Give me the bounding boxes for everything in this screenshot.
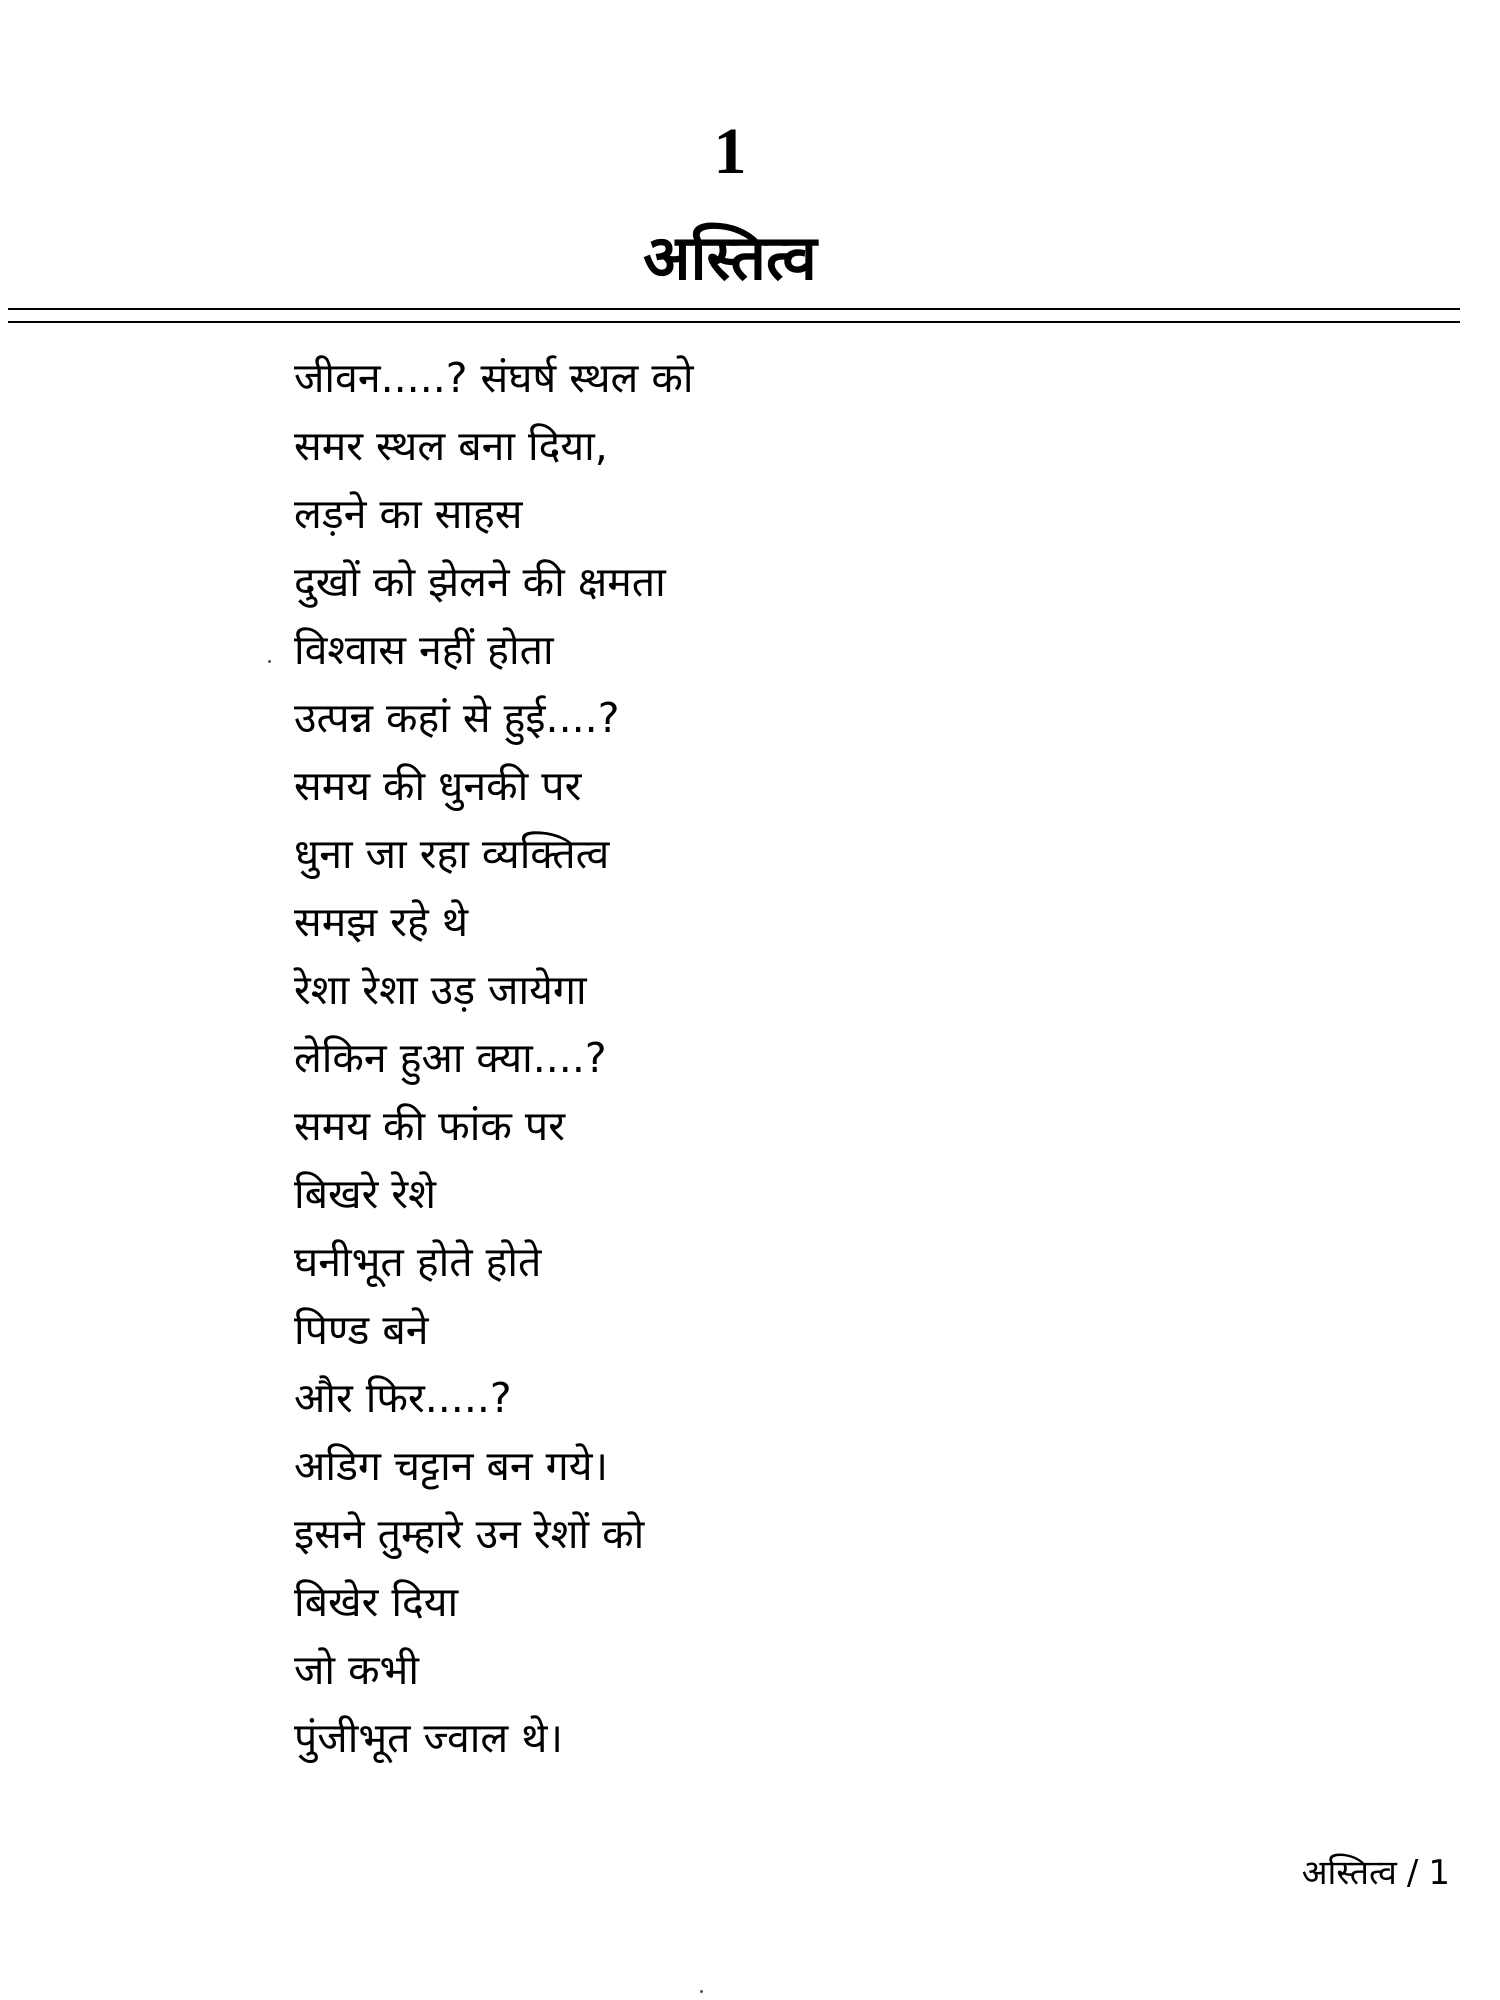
poem-line: समय की फांक पर bbox=[294, 1102, 565, 1150]
poem-line: दुखों को झेलने की क्षमता bbox=[294, 558, 666, 606]
poem-line: समर स्थल बना दिया, bbox=[294, 422, 608, 470]
poem-line: घनीभूत होते होते bbox=[294, 1238, 542, 1286]
header-rule-bottom bbox=[8, 321, 1460, 323]
poem-line: विश्वास नहीं होता bbox=[294, 626, 554, 674]
poem-line: उत्पन्न कहां से हुई....? bbox=[294, 694, 620, 742]
poem-line: समझ रहे थे bbox=[294, 898, 469, 946]
poem-line: जो कभी bbox=[294, 1646, 420, 1694]
poem-body bbox=[294, 344, 694, 1772]
poem-line: इसने तुम्हारे उन रेशों को bbox=[294, 1510, 645, 1558]
scan-speck bbox=[268, 660, 271, 663]
footer-separator: / bbox=[1406, 1853, 1419, 1893]
poem-line: धुना जा रहा व्यक्तित्व bbox=[294, 830, 610, 878]
poem-line: लेकिन हुआ क्या....? bbox=[294, 1034, 607, 1082]
poem-line: समय की धुनकी पर bbox=[294, 762, 582, 810]
page-footer bbox=[1302, 1848, 1450, 1898]
poem-line: बिखेर दिया bbox=[294, 1578, 459, 1626]
footer-running-title: अस्तित्व bbox=[1301, 1853, 1397, 1893]
chapter-number: 1 bbox=[713, 115, 747, 188]
header-rule-top bbox=[8, 308, 1460, 310]
poem-line: लड़ने का साहस bbox=[294, 490, 523, 538]
poem-line: और फिर.....? bbox=[294, 1374, 512, 1422]
poem-line: पिण्ड बने bbox=[294, 1306, 429, 1354]
scan-speck bbox=[700, 1990, 703, 1993]
chapter-title: अस्तित्व bbox=[643, 221, 817, 294]
poem-line: अडिग चट्टान बन गये। bbox=[294, 1442, 609, 1490]
poem-line: बिखरे रेशे bbox=[294, 1170, 437, 1218]
poem-line: रेशा रेशा उड़ जायेगा bbox=[294, 966, 587, 1014]
footer-page-number: 1 bbox=[1428, 1853, 1450, 1893]
poem-line: पुंजीभूत ज्वाल थे। bbox=[294, 1714, 563, 1762]
poem-line: जीवन.....? संघर्ष स्थल को bbox=[294, 354, 694, 402]
